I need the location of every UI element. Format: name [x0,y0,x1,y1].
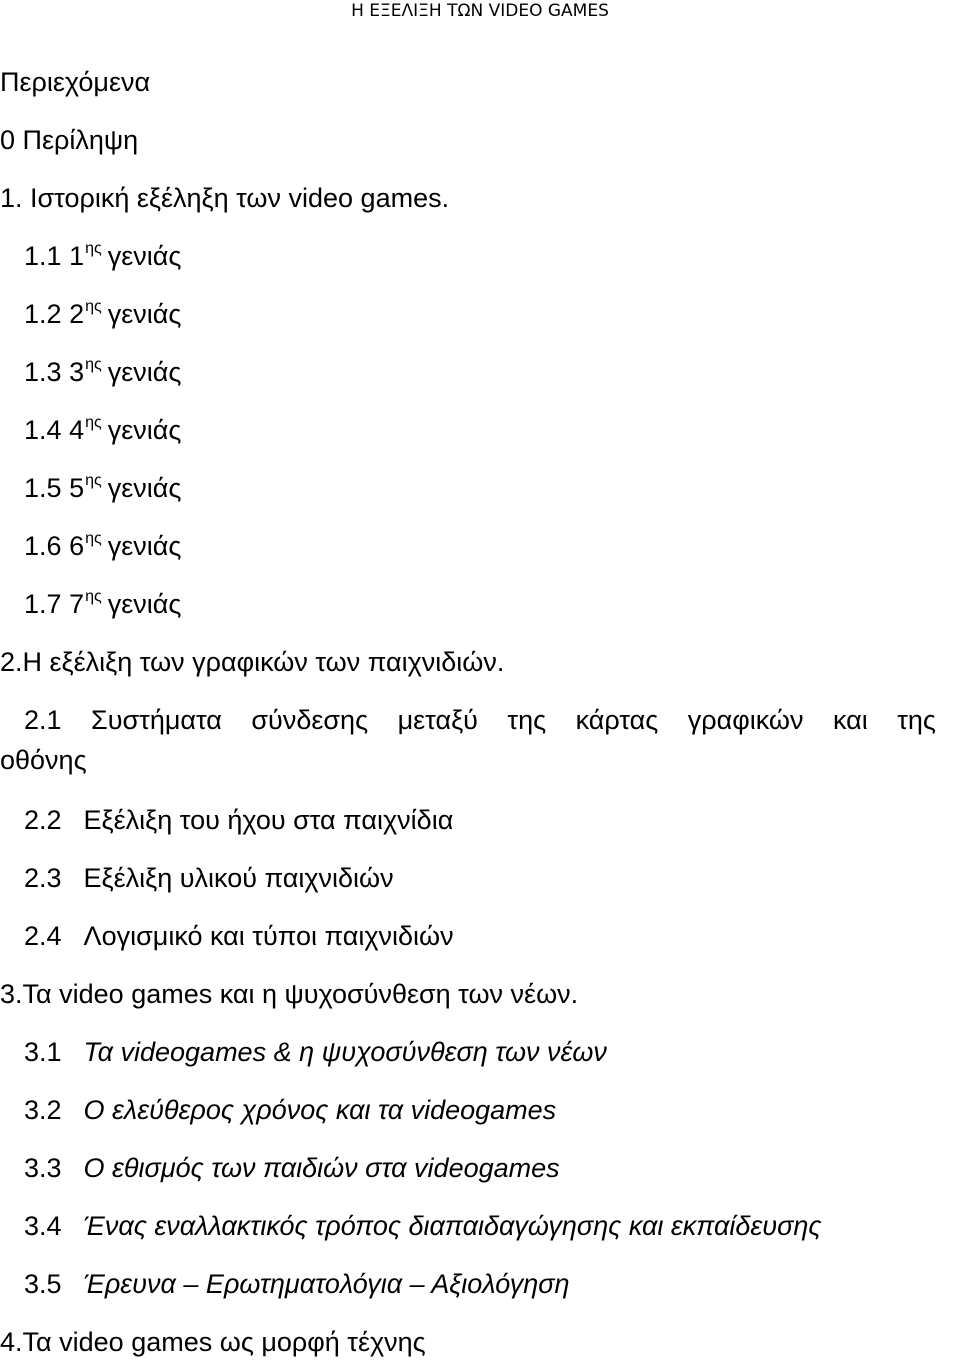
ordinal-suffix: ης [85,356,102,373]
toc-entry-ordinal: 2 [69,299,85,329]
toc-entry-title: Ο εθισμός των παιδιών στα videogames [83,1153,560,1183]
toc-entry-number: 3.1 [24,1037,62,1067]
toc-entry-word: σύνδεσης [251,705,369,735]
toc-entry-chapter-4: 4.Τα video games ως μορφή τέχνης [0,1327,426,1357]
running-header-title: Η ΕΞΕΛΙΞΗ ΤΩΝ VIDEO GAMES [351,1,609,21]
toc-entry-number: 1.6 [24,531,62,561]
toc-entry-number: 2.3 [24,863,62,893]
toc-entry-title: Έρευνα – Ερωτηματολόγια – Αξιολόγηση [83,1269,570,1299]
toc-entry-title: Λογισμικό και τύποι παιχνιδιών [83,921,454,951]
toc-heading: Περιεχόμενα [0,67,151,97]
toc-entry-ordinal: 3 [69,357,85,387]
toc-entry-word: μεταξύ [397,705,478,735]
ordinal-suffix: ης [85,530,102,547]
ordinal-suffix: ης [85,472,102,489]
toc-entry-3-5 [24,1268,569,1300]
toc-entry-label: γενιάς [107,299,182,329]
toc-entry-ordinal: 7 [69,589,85,619]
toc-entry-number: 2.2 [24,805,62,835]
toc-entry-title: Εξέλιξη υλικού παιχνιδιών [83,863,394,893]
toc-entry-1-6 [24,530,181,567]
ordinal-suffix: ης [85,240,102,257]
toc-entry-number: 1.1 [24,241,62,271]
toc-entry-1-7 [24,588,181,625]
toc-entry-word: Συστήματα [91,705,222,735]
toc-entry-chapter-1: 1. Ιστορική εξέληξη των video games. [0,183,450,213]
toc-entry-ordinal: 4 [69,415,85,445]
toc-entry-ordinal: 6 [69,531,85,561]
toc-entry-title: Τα videogames & η ψυχοσύνθεση των νέων [83,1037,607,1067]
toc-entry-label: γενιάς [107,473,182,503]
toc-entry-2-3 [24,862,394,894]
toc-entry-ordinal: 5 [69,473,85,503]
toc-entry-title: Ο ελεύθερος χρόνος και τα videogames [83,1095,557,1125]
toc-entry-number: 3.5 [24,1269,62,1299]
toc-entry-chapter-3: 3.Τα video games και η ψυχοσύνθεση των νέων. [0,979,579,1009]
toc-entry-number: 3.3 [24,1153,62,1183]
toc-entry-number: 2.4 [24,921,62,951]
toc-entry-label: γενιάς [107,415,182,445]
toc-entry-2-1 [24,704,936,736]
toc-entry-label: γενιάς [107,241,182,271]
toc-entry-word: της [897,705,936,735]
toc-entry-3-2 [24,1094,556,1126]
toc-entry-3-1 [24,1036,607,1068]
toc-entry-title: Ένας εναλλακτικός τρόπος διαπαιδαγώγησης και εκπαίδευσης [83,1211,822,1241]
toc-entry-2-4 [24,920,454,952]
toc-entry-number: 2.1 [24,705,62,735]
toc-entry-number: 1.4 [24,415,62,445]
toc-entry-title: Εξέλιξη του ήχου στα παιχνίδια [83,805,454,835]
toc-entry-word: και [832,705,868,735]
toc-entry-ordinal: 1 [69,241,85,271]
toc-entry-word: γραφικών [687,705,804,735]
toc-entry-word: κάρτας [575,705,659,735]
toc-entry-number: 3.2 [24,1095,62,1125]
toc-entry-1-4 [24,414,181,451]
toc-entry-number: 1.5 [24,473,62,503]
toc-entry-2-1-continuation: οθόνης [0,745,87,775]
toc-entry-1-2 [24,298,181,335]
toc-entry-number: 1.7 [24,589,62,619]
toc-entry-number: 1.3 [24,357,62,387]
toc-entry-3-3 [24,1152,560,1184]
toc-entry-label: γενιάς [107,531,182,561]
ordinal-suffix: ης [85,414,102,431]
toc-entry-number: 1.2 [24,299,62,329]
toc-entry-3-4 [24,1210,821,1242]
toc-entry-2-2 [24,804,453,836]
toc-entry-1-3 [24,356,181,393]
toc-entry-chapter-2: 2.Η εξέλιξη των γραφικών των παιχνιδιών. [0,647,505,677]
toc-entry-1-1 [24,240,181,277]
ordinal-suffix: ης [85,298,102,315]
toc-entry-label: γενιάς [107,357,182,387]
running-header [0,0,960,24]
toc-entry-number: 3.4 [24,1211,62,1241]
ordinal-suffix: ης [85,588,102,605]
toc-entry-label: γενιάς [107,589,182,619]
toc-entry-summary: 0 Περίληψη [0,125,139,155]
toc-entry-word: της [507,705,547,735]
toc-entry-1-5 [24,472,181,509]
